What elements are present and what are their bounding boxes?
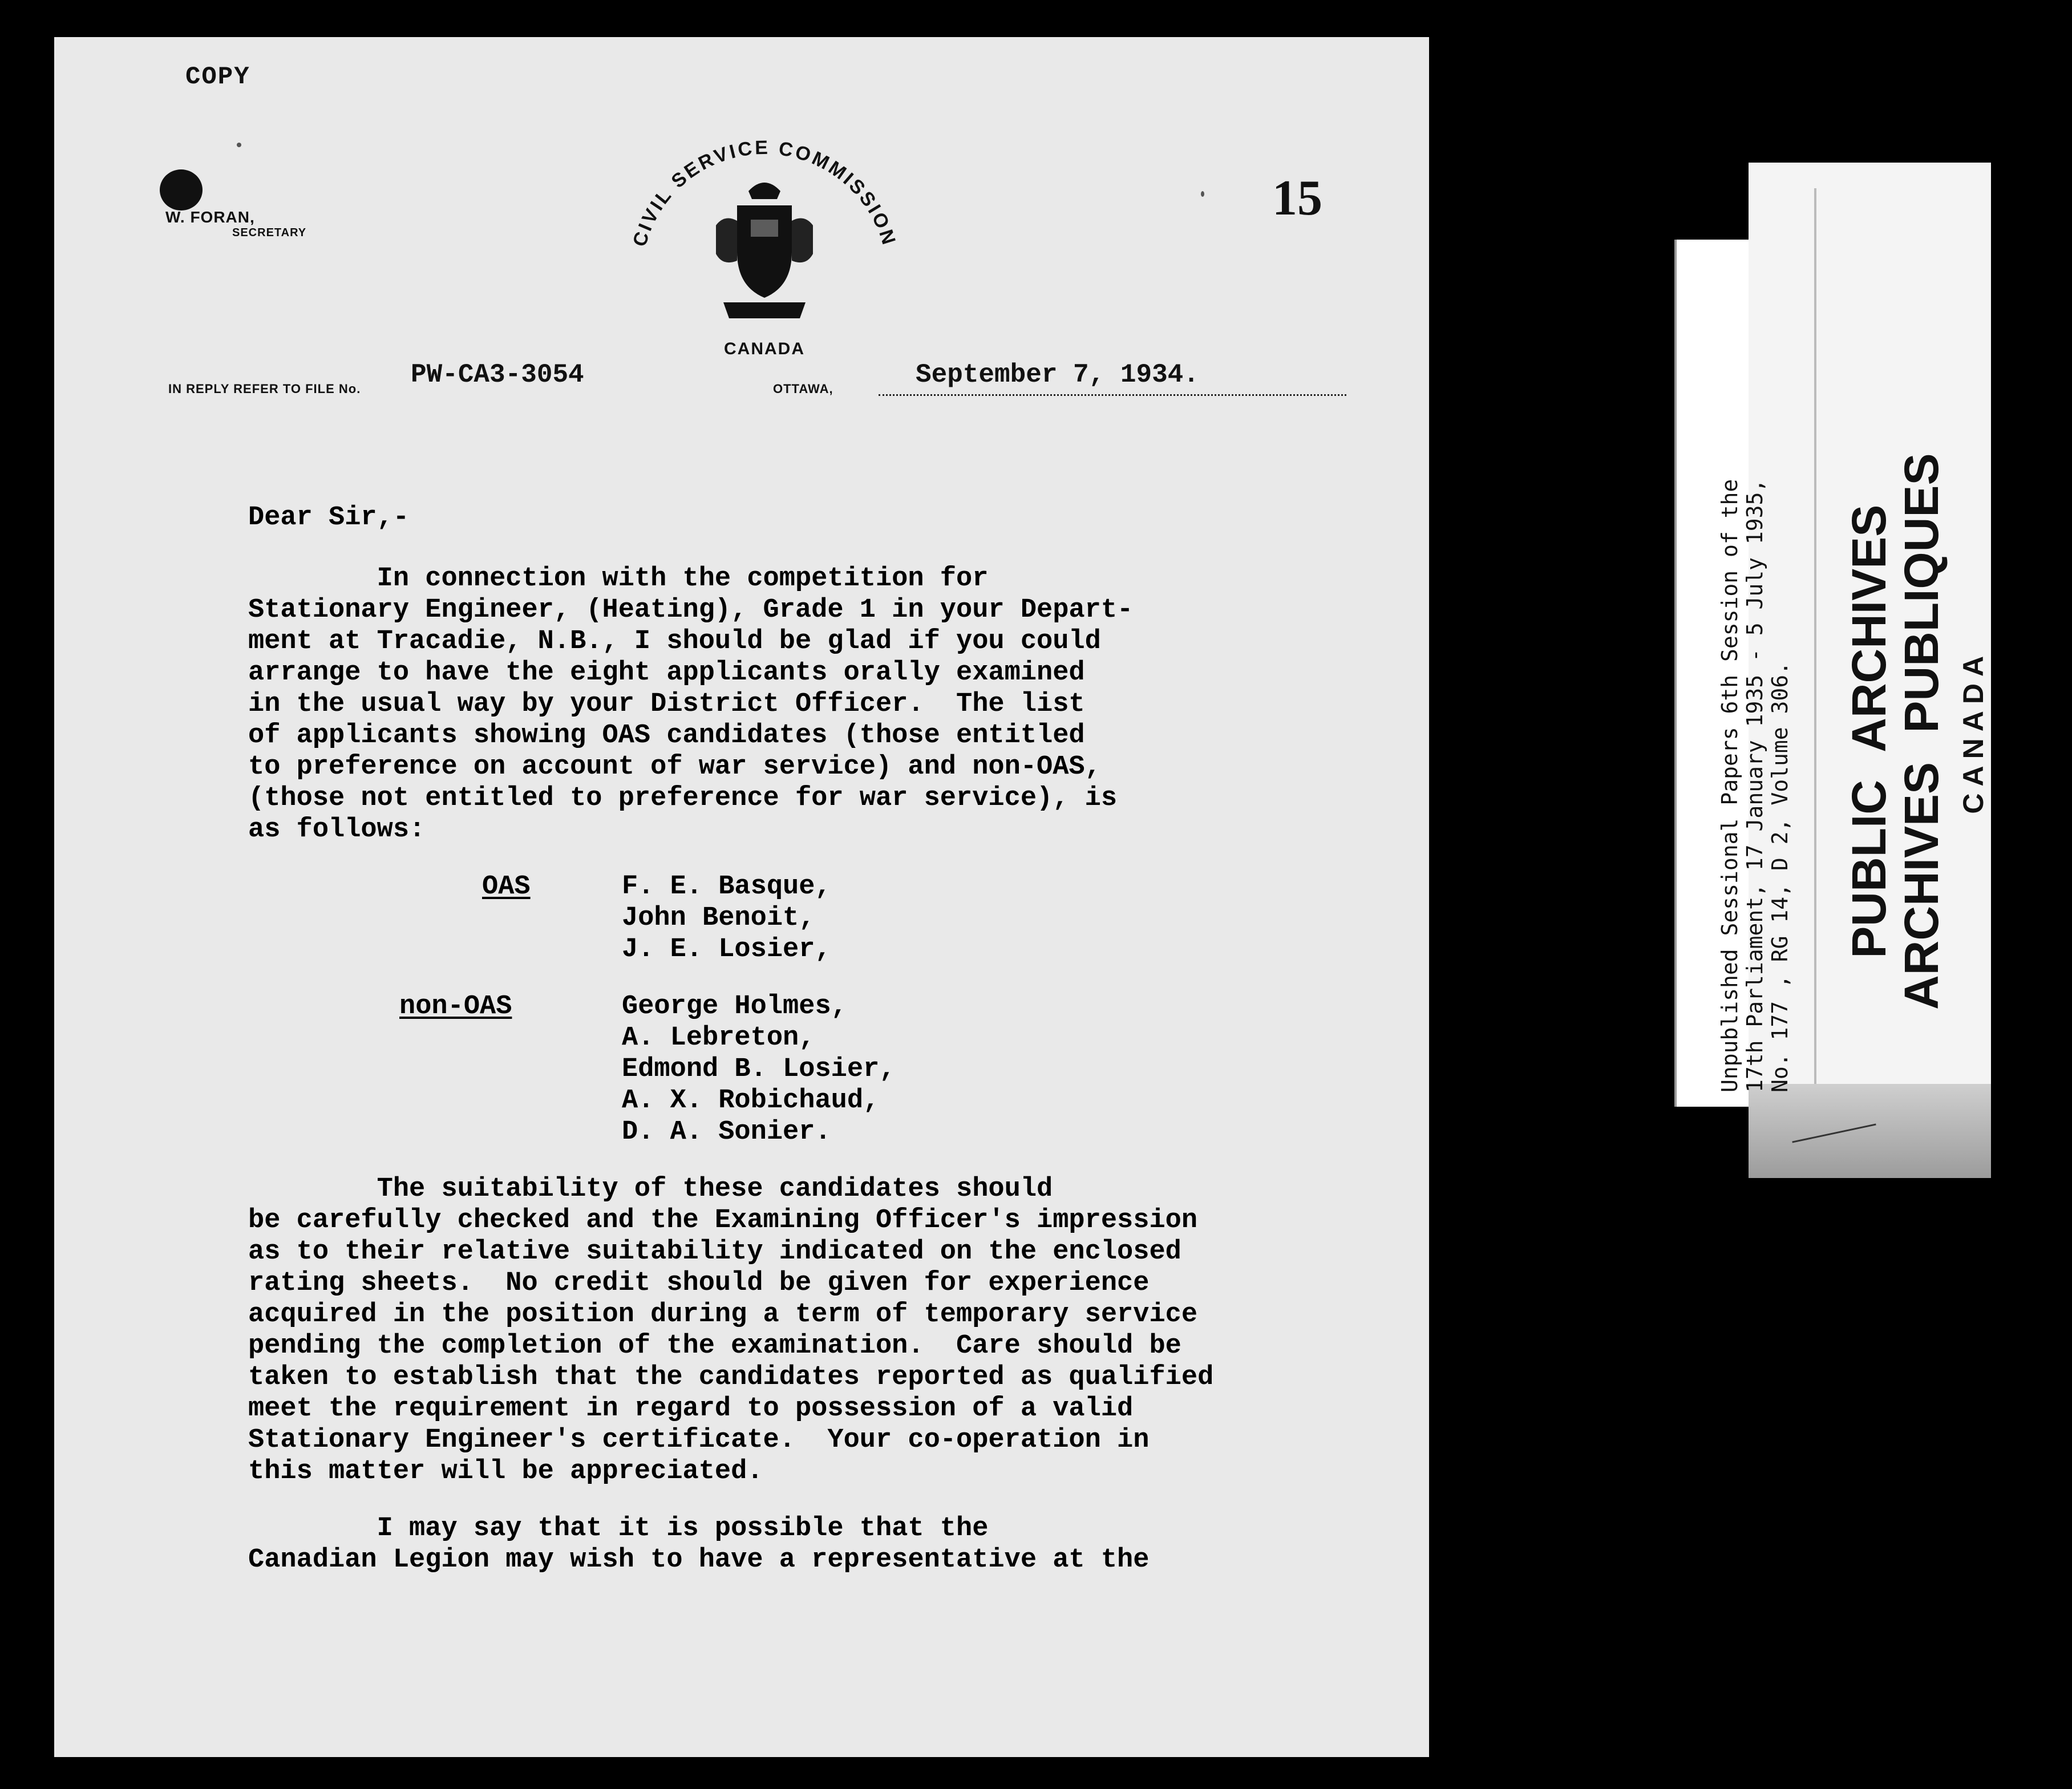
coat-of-arms-icon <box>716 183 813 318</box>
non-oas-candidate: George Holmes, <box>622 991 847 1022</box>
crest-bottom-text: CANADA <box>724 339 805 358</box>
non-oas-candidate: A. Lebreton, <box>622 1023 815 1053</box>
crest-arc-text: CIVIL SERVICE COMMISSION <box>628 136 901 249</box>
archives-word: PUBLIQUES <box>1895 453 1948 733</box>
paragraph-line: (those not entitled to preference for war service), is <box>248 783 1118 813</box>
non-oas-candidate: D. A. Sonier. <box>622 1117 831 1147</box>
paragraph-line: in the usual way by your District Officer. The list <box>248 689 1085 719</box>
paragraph-line: arrange to have the eight applicants orally examined <box>248 658 1085 688</box>
paragraph-line: this matter will be appreciated. <box>248 1456 763 1487</box>
paragraph-line: Stationary Engineer, (Heating), Grade 1 in your Depart- <box>248 595 1134 625</box>
oas-list <box>248 871 1389 965</box>
film-speck <box>1201 191 1204 197</box>
letter-body <box>248 502 1389 1576</box>
caption-line: 17th Parliament, 17 January 1935 - 5 July 1935, <box>1742 479 1767 1092</box>
public-archives-stamp <box>1843 454 1999 1010</box>
paragraph-line: of applicants showing OAS candidates (those entitled <box>248 721 1085 751</box>
date-dotted-line <box>879 394 1346 396</box>
archives-line-french <box>1895 454 1948 1010</box>
paragraph-line: acquired in the position during a term of temporary service <box>248 1300 1198 1330</box>
paragraph-line: In connection with the competition for <box>248 564 989 594</box>
letter-date: September 7, 1934. <box>916 360 1199 390</box>
secretary-name: W. FORAN, <box>165 208 255 226</box>
paragraph-line: Stationary Engineer's certificate. Your co-operation in <box>248 1425 1150 1455</box>
oas-candidate: John Benoit, <box>622 903 815 933</box>
oas-candidate: J. E. Losier, <box>622 934 831 965</box>
archive-label-edge <box>1814 188 1816 1084</box>
paragraph-line: The suitability of these candidates should <box>248 1174 1053 1204</box>
paragraph-suitability <box>248 1173 1389 1487</box>
archive-caption <box>1717 479 1792 1092</box>
punch-hole <box>160 169 203 211</box>
archives-word: ARCHIVES <box>1895 762 1948 1010</box>
archives-word: PUBLIC <box>1842 780 1896 958</box>
paragraph-legion <box>248 1513 1389 1576</box>
paragraph-line: ment at Tracadie, N.B., I should be glad if you could <box>248 626 1101 657</box>
film-speck <box>237 143 241 147</box>
file-reference-label: IN REPLY REFER TO FILE No. <box>168 382 361 396</box>
paragraph-line: taken to establish that the candidates reported as qualified <box>248 1362 1214 1393</box>
paragraph-line: to preference on account of war service) and non-OAS, <box>248 752 1101 782</box>
archives-word: ARCHIVES <box>1842 504 1896 752</box>
non-oas-candidate: Edmond B. Losier, <box>622 1054 896 1084</box>
oas-label: OAS <box>482 872 531 902</box>
city-label: OTTAWA, <box>773 382 833 396</box>
paragraph-line: Canadian Legion may wish to have a representative at the <box>248 1545 1150 1575</box>
non-oas-label: non-OAS <box>399 991 512 1022</box>
paragraph-line: be carefully checked and the Examining Officer's impression <box>248 1205 1198 1236</box>
archive-label-shadow <box>1749 1084 1991 1178</box>
paragraph-competition <box>248 563 1389 845</box>
paragraph-line: meet the requirement in regard to possession of a valid <box>248 1394 1134 1424</box>
caption-line: Unpublished Sessional Papers 6th Session of the <box>1717 479 1742 1092</box>
paragraph-line: pending the completion of the examination. Care should be <box>248 1331 1181 1361</box>
page-number: 15 <box>1272 171 1322 226</box>
non-oas-candidate: A. X. Robichaud, <box>622 1086 880 1116</box>
file-reference-number: PW-CA3-3054 <box>411 360 584 390</box>
caption-line: No. 177 , RG 14, D 2, Volume 306. <box>1767 662 1792 1092</box>
archives-line-english <box>1843 454 1895 1010</box>
oas-candidate: F. E. Basque, <box>622 872 831 902</box>
paragraph-line: as to their relative suitability indicated on the enclosed <box>248 1237 1181 1267</box>
civil-service-crest <box>588 106 941 379</box>
archives-country: CANADA <box>1957 649 1989 814</box>
secretary-title: SECRETARY <box>232 226 307 239</box>
paragraph-line: rating sheets. No credit should be given for experience <box>248 1268 1150 1298</box>
non-oas-list <box>248 991 1389 1148</box>
paragraph-line: as follows: <box>248 815 426 845</box>
salutation: Dear Sir,- <box>248 503 410 533</box>
paragraph-line: I may say that it is possible that the <box>248 1513 989 1544</box>
copy-mark: COPY <box>185 63 250 91</box>
